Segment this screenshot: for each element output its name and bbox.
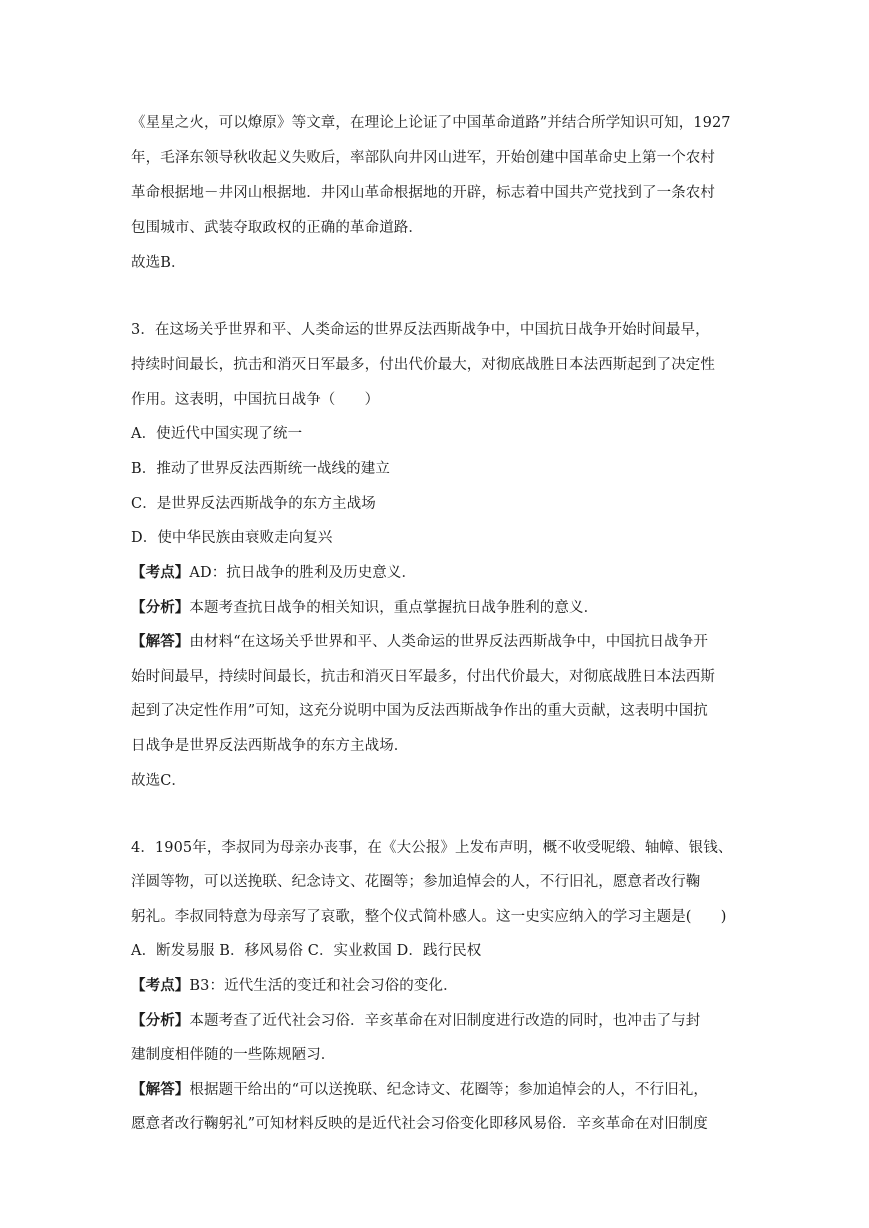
- q3-jieda-tag: 【解答】: [131, 634, 190, 650]
- q4-options: A．断发易服 B．移风易俗 C．实业救国 D．践行民权: [131, 943, 482, 959]
- q3-fenxi-tag: 【分析】: [131, 600, 190, 616]
- q4-fenxi-line-2: 建制度相伴随的一些陈规陋习．: [131, 1047, 336, 1063]
- q3-stem-line-2: 持续时间最长，抗击和消灭日军最多，付出代价最大，对彻底战胜日本法西斯起到了决定性: [131, 357, 715, 373]
- q3-kaodian-tag: 【考点】: [131, 565, 190, 581]
- prev-answer-line-2: 年，毛泽东领导秋收起义失败后，率部队向井冈山进军，开始创建中国革命史上第一个农村: [131, 150, 715, 166]
- q3-option-d: D．使中华民族由衰败走向复兴: [131, 530, 333, 546]
- q4-stem-line-2: 洋圆等物，可以送挽联、纪念诗文、花圈等；参加追悼会的人，不行旧礼，愿意者改行鞠: [131, 874, 701, 890]
- q4-kaodian-text: B3：近代生活的变迁和社会习俗的变化．: [189, 978, 458, 994]
- q4-fenxi-tag: 【分析】: [131, 1013, 190, 1029]
- q4-jieda-text: 根据题干给出的“可以送挽联、纪念诗文、花圈等；参加追悼会的人，不行旧礼，: [189, 1082, 708, 1098]
- q3-option-c: C．是世界反法西斯战争的东方主战场: [131, 496, 376, 512]
- q4-fenxi: [131, 1011, 741, 1031]
- q4-kaodian: [131, 976, 741, 996]
- q3-jieda: [131, 632, 741, 652]
- q4-kaodian-tag: 【考点】: [131, 978, 190, 994]
- q3-fenxi: [131, 598, 741, 618]
- q3-kaodian-text: AD：抗日战争的胜利及历史意义．: [189, 565, 417, 581]
- q3-conclusion: 故选C．: [131, 773, 186, 789]
- q4-stem-line-1: 4．1905年，李叔同为母亲办丧事，在《大公报》上发布声明，概不收受呢缎、轴幛、银钱、: [131, 840, 733, 856]
- prev-answer-line-3: 革命根据地－井冈山根据地．井冈山革命根据地的开辟，标志着中国共产党找到了一条农村: [131, 185, 715, 201]
- q3-stem-line-1: 3．在这场关乎世界和平、人类命运的世界反法西斯战争中，中国抗日战争开始时间最早，: [131, 322, 710, 338]
- q3-jieda-text: 由材料“在这场关乎世界和平、人类命运的世界反法西斯战争中，中国抗日战争开: [189, 634, 708, 650]
- prev-answer-line-1: 《星星之火，可以燎原》等文章，在理论上论证了中国革命道路”并结合所学知识可知，1927: [131, 115, 731, 131]
- q3-fenxi-text: 本题考查抗日战争的相关知识，重点掌握抗日战争胜利的意义．: [189, 600, 599, 616]
- q3-stem-line-3: 作用。这表明，中国抗日战争（ ）: [131, 392, 380, 408]
- q3-jieda-line-2: 始时间最早，持续时间最长，抗击和消灭日军最多，付出代价最大，对彻底战胜日本法西斯: [131, 669, 715, 685]
- q3-jieda-line-4: 日战争是世界反法西斯战争的东方主战场．: [131, 738, 409, 754]
- q4-fenxi-text: 本题考查了近代社会习俗．辛亥革命在对旧制度进行改造的同时，也冲击了与封: [189, 1013, 701, 1029]
- q3-option-b: B．推动了世界反法西斯统一战线的建立: [131, 461, 390, 477]
- prev-answer-line-4: 包围城市、武装夺取政权的正确的革命道路．: [131, 220, 423, 236]
- q4-jieda-line-2: 愿意者改行鞠躬礼”可知材料反映的是近代社会习俗变化即移风易俗．辛亥革命在对旧制度: [131, 1116, 708, 1132]
- q3-jieda-line-3: 起到了决定性作用”可知，这充分说明中国为反法西斯战争作出的重大贡献，这表明中国抗: [131, 703, 708, 719]
- q4-jieda-tag: 【解答】: [131, 1082, 190, 1098]
- prev-answer-conclusion: 故选B．: [131, 255, 186, 271]
- q3-kaodian: [131, 563, 741, 583]
- q4-jieda: [131, 1080, 741, 1100]
- q3-option-a: A．使近代中国实现了统一: [131, 426, 303, 442]
- q4-stem-line-3: 躬礼。李叔同特意为母亲写了哀歌，整个仪式简朴感人。这一史实应纳入的学习主题是( ): [131, 909, 727, 925]
